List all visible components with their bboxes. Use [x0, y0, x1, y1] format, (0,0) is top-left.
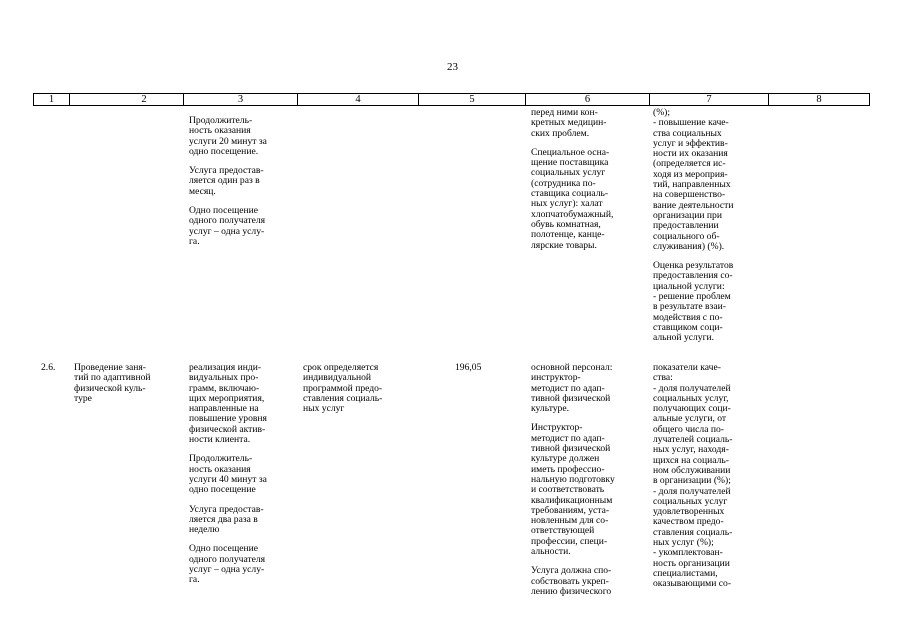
continuation-col3	[189, 116, 299, 247]
service-name: Проведение заня- тий по адаптивной физической куль- туре	[74, 362, 151, 404]
column-header-7: 7	[706, 94, 712, 105]
service-frequency-text: Услуга предостав- ляется два раза в неделю	[189, 503, 264, 536]
column-header-3: 3	[237, 94, 244, 105]
service-term: срок определяется индивидуальной программой предо- ставления социаль- ных услуг	[303, 362, 383, 415]
service-description-text: реализация инди- видуальных про- грамм, включаю- щих мероприятия, направленные на повышение уровня физической актив- ности клиента.	[189, 362, 267, 446]
service-tariff: 196,05	[455, 362, 482, 373]
personnel-text: основной персонал: инструктор- методист по адап- тивной физической культуре.	[531, 362, 613, 415]
row-col6	[531, 363, 641, 597]
row-number: 2.6.	[41, 362, 56, 373]
table-header-row	[33, 93, 870, 106]
column-header-2: 2	[141, 94, 147, 105]
column-header-1: 1	[48, 94, 55, 105]
service-duration-text: Продолжитель- ность оказания услуги 20 минут за одно посещение.	[189, 115, 267, 157]
service-unit-text: Одно посещение одного получателя услуг – одна услу- га.	[189, 205, 266, 247]
service-goal-text: Услуга должна спо- собствовать укреп- лению физического	[531, 565, 612, 597]
column-header-8: 8	[816, 94, 822, 105]
service-duration-text: Продолжитель- ность оказания услуги 40 минут за одно посещение	[189, 453, 267, 496]
column-header-5: 5	[469, 94, 475, 105]
service-frequency-text: Услуга предостав- ляется один раз в месяц.	[189, 165, 264, 197]
equipment-text: Специальное осна- щение поставщика социальных услуг (сотрудника по- ставщика социаль- ных услуг): халат хлопчатобумажный, обувь комнатная, полотенце, канце- лярские товары.	[531, 146, 614, 251]
row-col7	[653, 363, 765, 590]
service-unit-text: Одно посещение одного получателя услуг – одна услу- га.	[189, 543, 266, 586]
continuation-col7	[653, 108, 765, 344]
quality-indicators-text: показатели каче- ства: - доля получателей социальных услуг, получающих соци- альные услуги, от общего числа по- лучателей социаль- ных услуг, находя- щихся на социаль- ном обслуживании в организации (%); - доля получателей социальных услуг удовлетворенных качеством предо- ставления социаль- ных услуг (%); - укомплектован- ность организации специалистами, оказывающими со-	[653, 362, 733, 590]
qualification-text: Инструктор- методист по адап- тивной физической культуре должен иметь профессио- нальную подготовку и соответствовать квалификационным требованиям, уста- новленным для со- ответствующей профессии, специ- альности.	[531, 422, 615, 558]
problems-text: перед ними кон- кретных медицин- ских проблем.	[531, 107, 607, 139]
column-header-6: 6	[584, 94, 591, 105]
row-col3	[189, 363, 299, 586]
continuation-col6	[531, 108, 641, 251]
page-number: 23	[447, 61, 458, 73]
quality-indicators-text: (%); - повышение каче- ства социальных услуг и эффектив- ности их оказания (определяется ис- ходя из мероприя- тий, направленных на совершенство- вание деятельности организации при предоставлении социального об- служивания) (%).	[653, 107, 734, 252]
column-header-4: 4	[355, 94, 361, 105]
result-evaluation-text: Оценка результатов предоставления со- циальной услуги: - решение проблем в результате взаи- модействия с по- ставщиком соци- альной услуги.	[653, 260, 734, 344]
